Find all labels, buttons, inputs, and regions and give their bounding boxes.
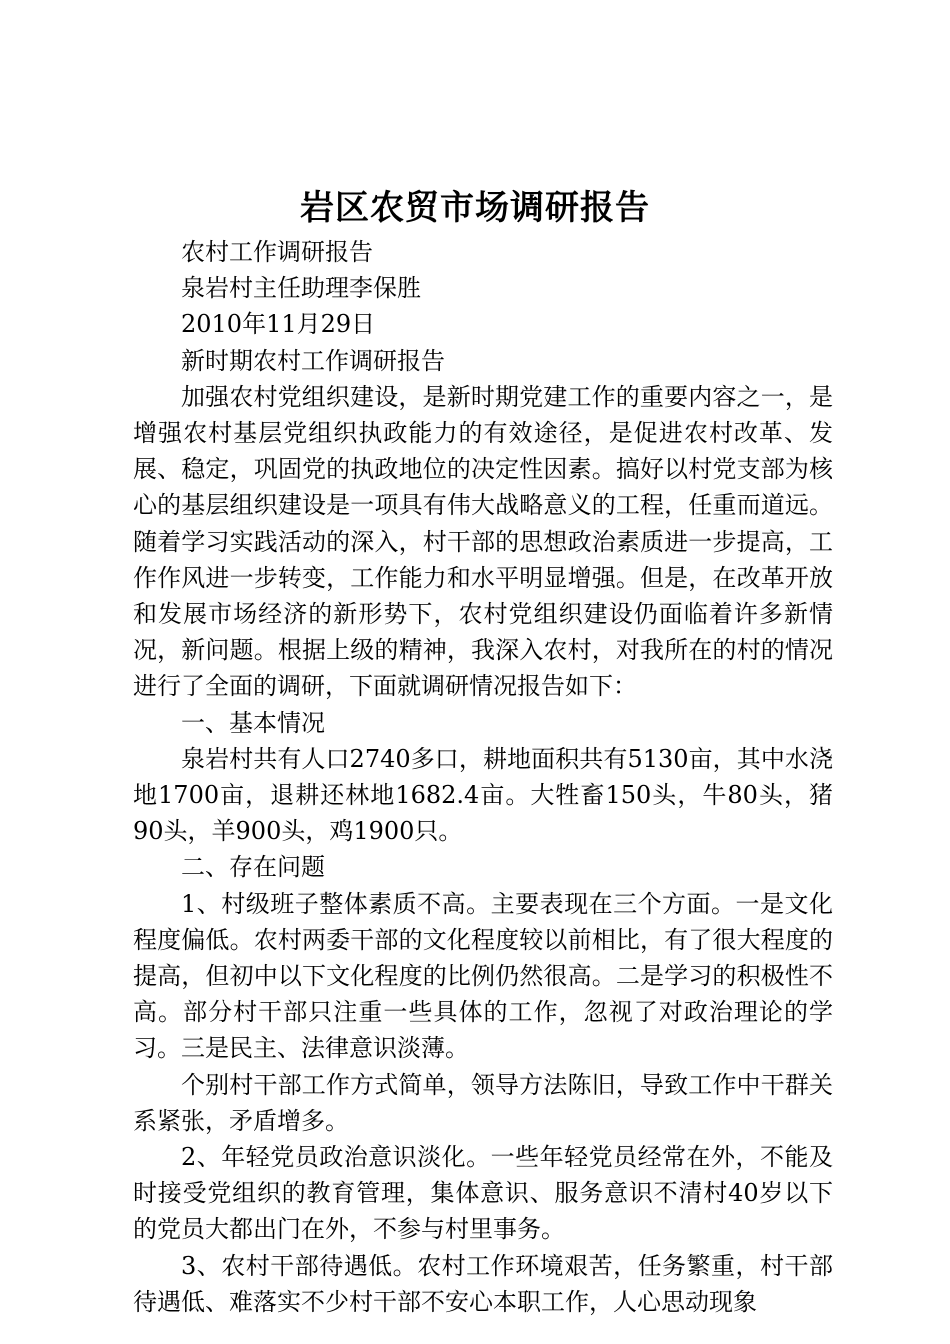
problem-1-paragraph: 1、村级班子整体素质不高。主要表现在三个方面。一是文化程度偏低。农村两委干部的文化程度较以前相比，有了很大程度的提高，但初中以下文化程度的比例仍然很高。二是学习的积极性不高。部分村干部只注重一些具体的工作，忽视了对政治理论的学习。三是民主、法律意识淡薄。	[133, 889, 833, 1063]
problem-1-continued-paragraph: 个别村干部工作方式简单，领导方法陈旧，导致工作中干群关系紧张，矛盾增多。	[133, 1070, 833, 1135]
section-heading-basic: 一、基本情况	[181, 708, 325, 737]
subtitle-line: 农村工作调研报告	[181, 238, 373, 266]
document-body	[133, 234, 833, 1320]
problem-3-paragraph: 3、农村干部待遇低。农村工作环境艰苦，任务繁重，村干部待遇低、难落实不少村干部不安心本职工作，人心思动现象	[133, 1251, 833, 1316]
report-heading: 新时期农村工作调研报告	[181, 346, 445, 375]
problem-2-paragraph: 2、年轻党员政治意识淡化。一些年轻党员经常在外，不能及时接受党组织的教育管理，集体意识、服务意识不清村40岁以下的党员大都出门在外，不参与村里事务。	[133, 1143, 833, 1244]
intro-paragraph: 加强农村党组织建设，是新时期党建工作的重要内容之一，是增强农村基层党组织执政能力的有效途径，是促进农村改革、发展、稳定，巩固党的执政地位的决定性因素。搞好以村党支部为核心的基层组织建设是一项具有伟大战略意义的工程，任重而道远。随着学习实践活动的深入，村干部的思想政治素质进一步提高，工作作风进一步转变，工作能力和水平明显增强。但是，在改革开放和发展市场经济的新形势下，农村党组织建设仍面临着许多新情况，新问题。根据上级的精神，我深入农村，对我所在的村的情况进行了全面的调研，下面就调研情况报告如下：	[133, 382, 833, 701]
document-title: 岩区农贸市场调研报告	[300, 188, 650, 228]
date-line: 2010年11月29日	[181, 310, 376, 339]
author-line: 泉岩村主任助理李保胜	[181, 274, 421, 303]
basic-info-paragraph: 泉岩村共有人口2740多口，耕地面积共有5130亩，其中水浇地1700亩，退耕还林地1682.4亩。大牲畜150头，牛80头，猪90头，羊900头，鸡1900只。	[133, 744, 833, 846]
section-heading-problems: 二、存在问题	[181, 853, 325, 882]
